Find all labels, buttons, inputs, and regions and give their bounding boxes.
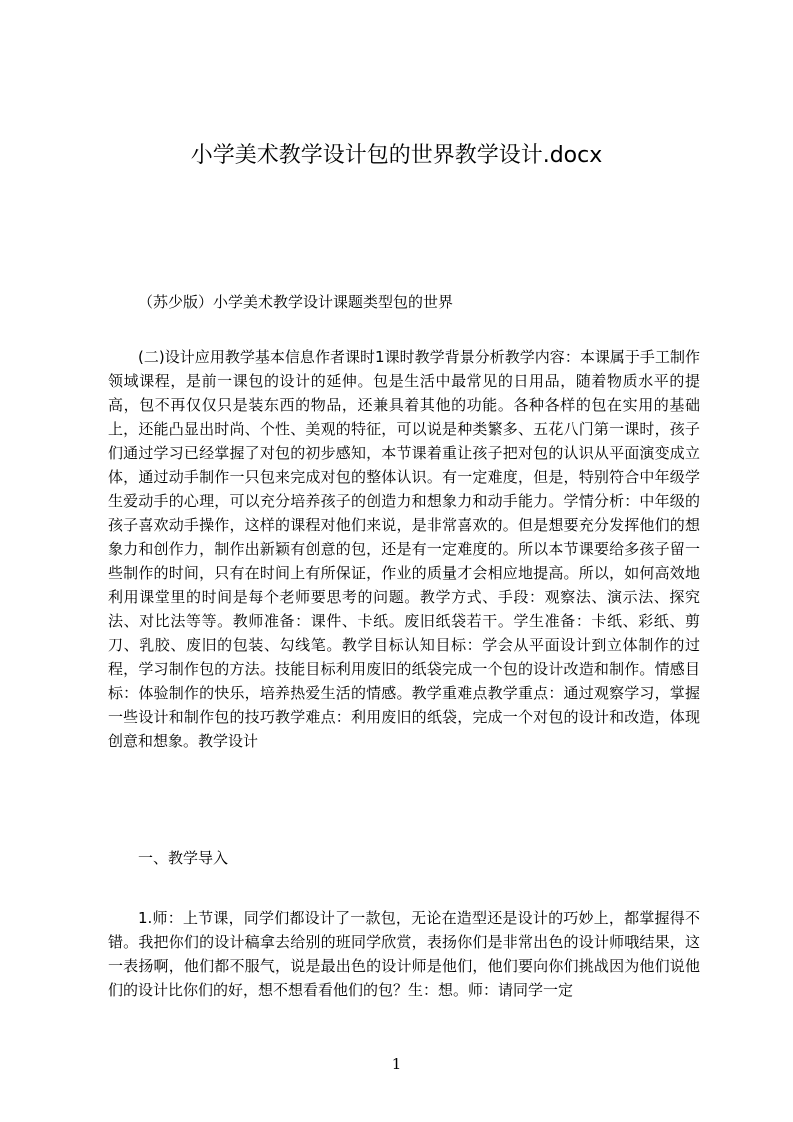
page-number: 1: [391, 1055, 402, 1073]
document-title: 小学美术教学设计包的世界教学设计.docx: [190, 143, 603, 168]
teaching-step-paragraph: 1.师：上节课，同学们都设计了一款包，无论在造型还是设计的巧妙上，都掌握得不错。我把你们的设计稿拿去给别的班同学欣赏，表扬你们是非常出色的设计师哦结果，这一表扬啊，他们都不服气，说是最出色的设计师是他们，他们要向你们挑战因为他们说他们的设计比你们的好，想不想看看他们的包？生：想。师：请同学一定: [108, 909, 700, 999]
subtitle-paragraph: （苏少版）小学美术教学设计课题类型包的世界: [138, 293, 454, 311]
section-heading: 一、教学导入: [138, 849, 229, 867]
lesson-info-paragraph: (二)设计应用教学基本信息作者课时1课时教学背景分析教学内容：本课属于手工制作领域课程，是前一课包的设计的延伸。包是生活中最常见的日用品，随着物质水平的提高，包不再仅仅只是装东西的物品，还兼具着其他的功能。各种各样的包在实用的基础上，还能凸显出时尚、个性、美观的特征，可以说是种类繁多、五花八门第一课时，孩子们通过学习已经掌握了对包的初步感知，本节课着重让孩子把对包的认识从平面演变成立体，通过动手制作一只包来完成对包的整体认识。有一定难度，但是，特别符合中年级学生爱动手的心理，可以充分培养孩子的创造力和想象力和动手能力。学情分析：中年级的孩子喜欢动手操作，这样的课程对他们来说，是非常喜欢的。但是想要充分发挥他们的想象力和创作力，制作出新颖有创意的包，还是有一定难度的。所以本节课要给多孩子留一些制作的时间，只有在时间上有所保证，作业的质量才会相应地提高。所以，如何高效地利用课堂里的时间是每个老师要思考的问题。教学方式、手段：观察法、演示法、探究法、对比法等等。教师准备：课件、卡纸。废旧纸袋若干。学生准备：卡纸、彩纸、剪刀、乳胶、废旧的包装、勾线笔。教学目标认知目标：学会从平面设计到立体制作的过程，学习制作包的方法。技能目标利用废旧的纸袋完成一个包的设计改造和制作。情感目标：体验制作的快乐，培养热爱生活的情感。教学重难点教学重点：通过观察学习，掌握一些设计和制作包的技巧教学难点：利用废旧的纸袋，完成一个对包的设计和改造，体现创意和想象。教学设计: [108, 348, 700, 750]
